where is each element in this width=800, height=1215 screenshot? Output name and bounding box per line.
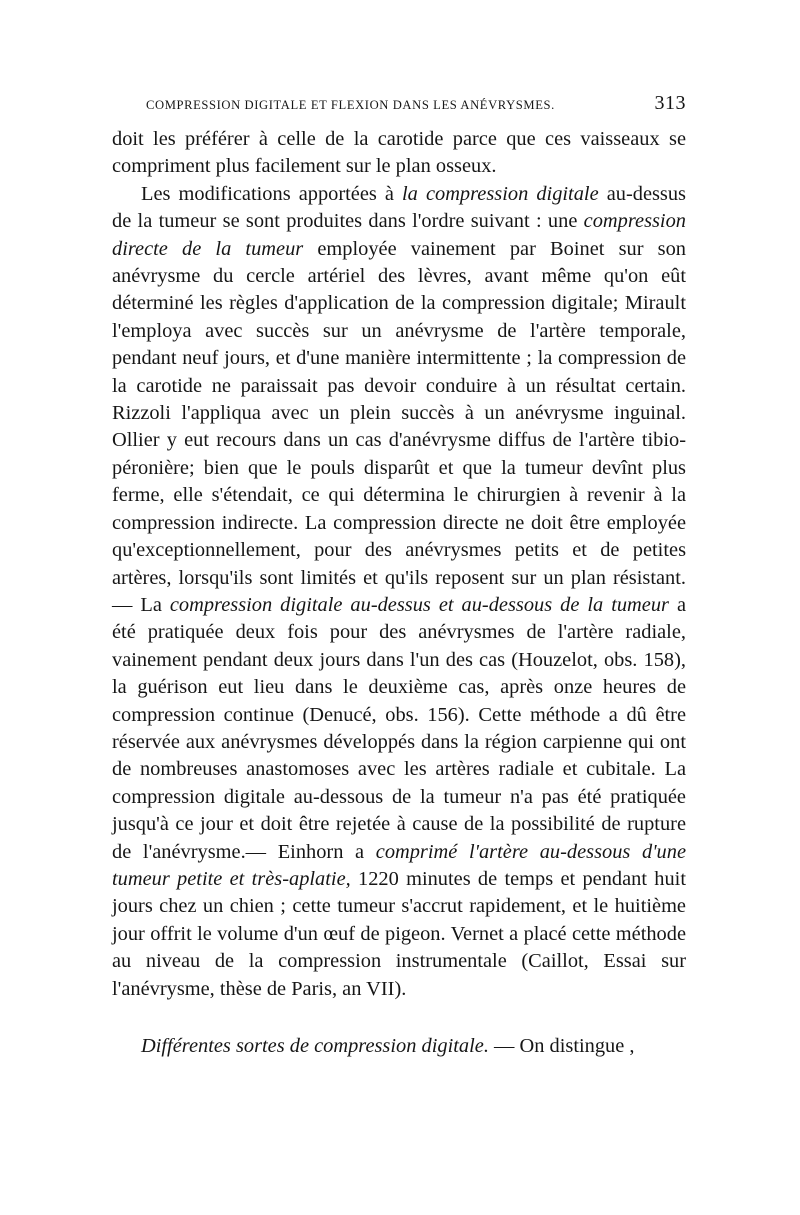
- p2-text-4: a été pratiquée deux fois pour des anévrysmes de l'artère radiale, vainement pendant deux jours dans l'un des cas (Houzelot, obs. 158), la guérison eut lieu dans le deuxième cas, après onze heures de compression continue (Denucé, obs. 156). Cette méthode a dû être réservée aux anévrysmes développés dans la région carpienne qui ont de nombreuses anastomoses avec les artères radiale et cubitale. La compression digitale au-dessous de la tumeur n'a pas été pratiquée jusqu'à ce jour et doit être rejetée à cause de la possibilité de rupture de l'anévrysme.— Einhorn a: [112, 593, 686, 863]
- book-page: [112, 92, 686, 1060]
- p2-text-3: employée vainement par Boinet sur son anévrysme du cercle artériel des lèvres, avant même qu'on eût déterminé les règles d'application de la compression digitale; Mirault l'employa avec succès sur un anévrysme de l'artère temporale, pendant neuf jours, et d'une manière intermittente ; la compression de la carotide ne paraissait pas devoir conduire à un résultat certain. Rizzoli l'appliqua avec un plein succès à un anévrysme inguinal. Ollier y eut recours dans un cas d'anévrysme diffus de l'artère tibio-péronière; bien que le pouls disparût et que la tumeur devînt plus ferme, elle s'étendait, ce qui détermina le chirurgien à revenir à la compression indirecte. La compression directe ne doit être employée qu'exceptionnellement, pour des anévrysmes petits et de petites artères, lorsqu'ils sont limités et qu'ils reposent sur un plan résistant.— La: [112, 237, 686, 616]
- p2-italic-2: compression directe de la tumeur: [112, 210, 686, 260]
- p2-text-1: Les modifications apportées à: [141, 182, 403, 205]
- running-title: COMPRESSION DIGITALE ET FLEXION DANS LES ANÉVRYSMES.: [146, 98, 555, 112]
- page-header: [112, 92, 686, 124]
- p2-italic-4: comprimé l'artère au-dessous d'une tumeur petite et très-aplatie,: [112, 840, 686, 890]
- body-text: [112, 126, 686, 1060]
- p2-text-2: au-dessus de la tumeur se sont produites dans l'ordre suivant : une: [112, 182, 686, 233]
- section-heading-italic: Différentes sortes de compression digitale.: [141, 1035, 489, 1057]
- paragraph-2: [112, 181, 686, 1003]
- paragraph-1: doit les préférer à celle de la carotide parce que ces vaisseaux se compriment plus facilement sur le plan osseux.: [112, 128, 686, 178]
- p2-text-5: 1220 minutes de temps et pendant huit jours chez un chien ; cette tumeur s'accrut rapidement, et le huitième jour offrit le volume d'un œuf de pigeon. Vernet a placé cette méthode au niveau de la compression instrumentale (Caillot, Essai sur l'anévrysme, thèse de Paris, an VII).: [112, 867, 686, 1000]
- p3-text-1: — On distingue ,: [488, 1035, 635, 1057]
- page-number: 313: [654, 92, 686, 114]
- p2-italic-3: compression digitale au-dessus et au-dessous de la tumeur: [169, 593, 669, 616]
- paragraph-3: [112, 1033, 686, 1060]
- p2-italic-1: la compression digitale: [402, 182, 599, 205]
